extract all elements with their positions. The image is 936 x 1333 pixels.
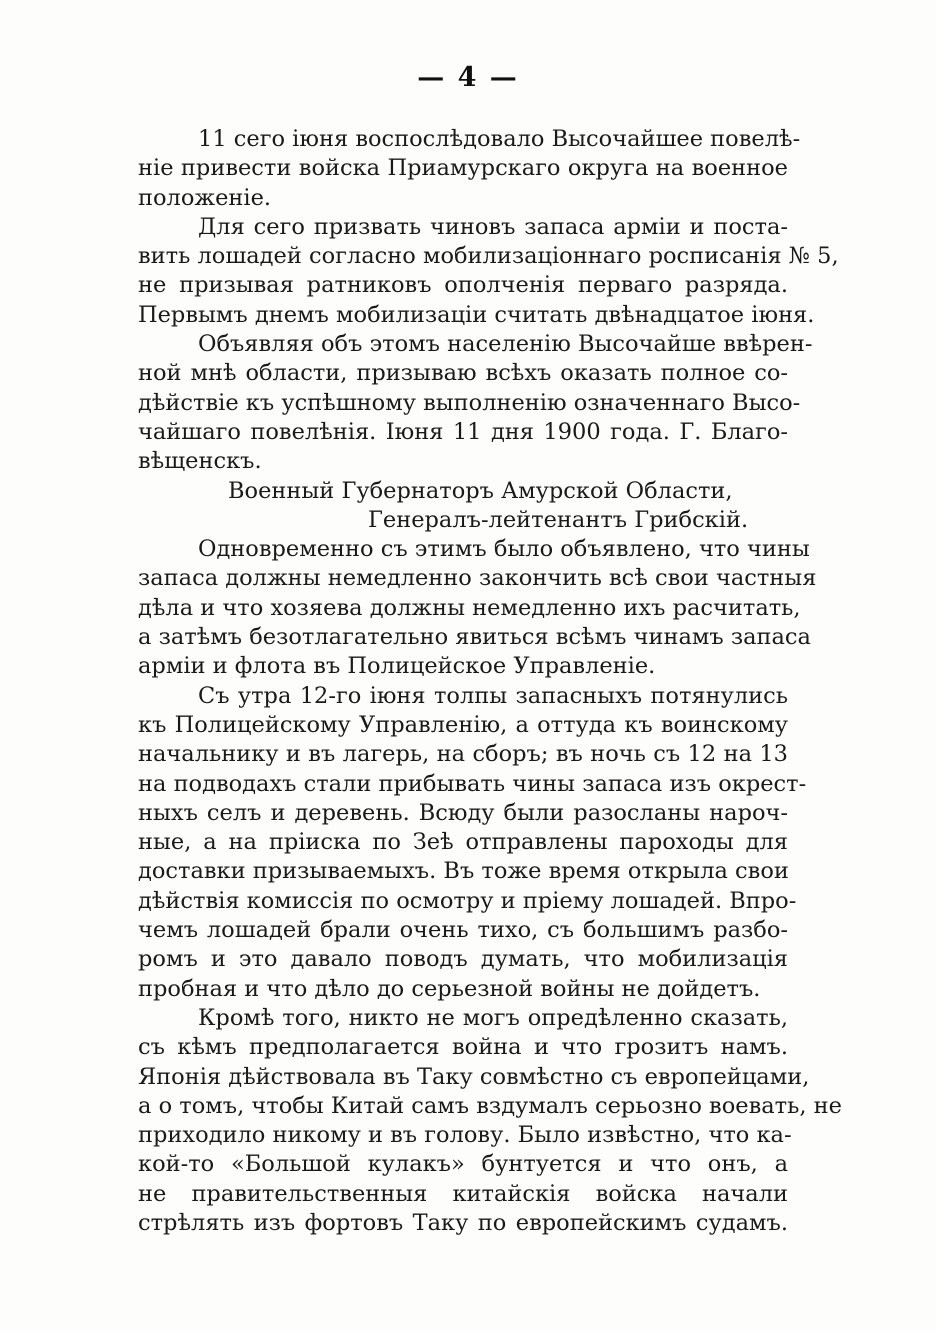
text-line: Объявляя объ этомъ населенію Высочайше ввѣрен- xyxy=(198,331,813,358)
text-line: положеніе. xyxy=(138,184,272,211)
signature-title: Военный Губернаторъ Амурской Области, xyxy=(228,477,733,504)
text-line: Первымъ днемъ мобилизаціи считать двѣнадцатое іюня. xyxy=(138,301,815,328)
text-line: чемъ лошадей брали очень тихо, съ большимъ разбо- xyxy=(138,917,788,944)
text-line: чайшаго повелѣнія. Іюня 11 дня 1900 года. Г. Благо- xyxy=(138,418,788,445)
text-line: а о томъ, чтобы Китай самъ вздумалъ серьозно воевать, не xyxy=(138,1092,842,1119)
text-line: ромъ и это давало поводъ думать, что мобилизація xyxy=(138,946,788,973)
text-line: Кромѣ того, никто не могъ опредѣленно сказать, xyxy=(198,1004,788,1031)
text-line: а затѣмъ безотлагательно явиться всѣмъ чинамъ запаса xyxy=(138,624,811,651)
page-number: — 4 — xyxy=(417,62,519,93)
text-line: не правительственныя китайскія войска начали xyxy=(138,1180,788,1207)
text-line: ныхъ селъ и деревень. Всюду были разосланы нароч- xyxy=(138,799,788,826)
body-text xyxy=(138,125,842,1238)
text-line: приходило никому и въ голову. Было извѣстно, что ка- xyxy=(138,1122,792,1149)
signature-name: Генералъ-лейтенантъ Грибскій. xyxy=(368,506,749,533)
text-line: съ кѣмъ предполагается война и что грозитъ намъ. xyxy=(138,1034,788,1061)
text-line: не призывая ратниковъ ополченія перваго разряда. xyxy=(138,272,788,299)
text-line: Съ утра 12-го іюня толпы запасныхъ потянулись xyxy=(198,682,788,709)
text-line: дѣйствіе къ успѣшному выполненію означеннаго Высо- xyxy=(138,389,801,416)
text-line: пробная и что дѣло до серьезной войны не дойдетъ. xyxy=(138,975,761,1002)
text-line: кой-то «Большой кулакъ» бунтуется и что онъ, а xyxy=(138,1151,788,1178)
text-line: Одновременно съ этимъ было объявлено, что чины xyxy=(198,536,810,563)
text-line: Японія дѣйствовала въ Таку совмѣстно съ европейцами, xyxy=(138,1063,810,1090)
text-line: стрѣлять изъ фортовъ Таку по европейскимъ судамъ. xyxy=(138,1209,788,1236)
text-line: дѣла и что хозяева должны немедленно ихъ расчитать, xyxy=(138,594,801,621)
text-line: ной мнѣ области, призываю всѣхъ оказать полное со- xyxy=(138,360,788,387)
text-line: вѣщенскъ. xyxy=(138,448,262,475)
text-line: ные, а на пріиска по Зеѣ отправлены пароходы для xyxy=(138,829,788,856)
text-line: дѣйствія комиссія по осмотру и пріему лошадей. Впро- xyxy=(138,887,797,914)
text-line: ніе привести войска Приамурскаго округа на военное xyxy=(138,155,788,182)
text-line: доставки призываемыхъ. Въ тоже время открыла свои xyxy=(138,858,789,885)
text-line: Для сего призвать чиновъ запаса арміи и поста- xyxy=(198,213,788,240)
text-line: начальнику и въ лагерь, на сборъ; въ ночь съ 12 на 13 xyxy=(138,741,788,768)
text-line: запаса должны немедленно закончить всѣ свои частныя xyxy=(138,565,817,592)
text-line: вить лошадей согласно мобилизаціоннаго росписанія № 5, xyxy=(138,243,839,270)
text-line: арміи и флота въ Полицейское Управленіе. xyxy=(138,653,656,680)
text-line: 11 сего іюня воспослѣдовало Высочайшее повелѣ- xyxy=(198,126,801,152)
text-line: къ Полицейскому Управленію, а оттуда къ воинскому xyxy=(138,711,788,738)
text-line: на подводахъ стали прибывать чины запаса изъ окрест- xyxy=(138,770,807,797)
